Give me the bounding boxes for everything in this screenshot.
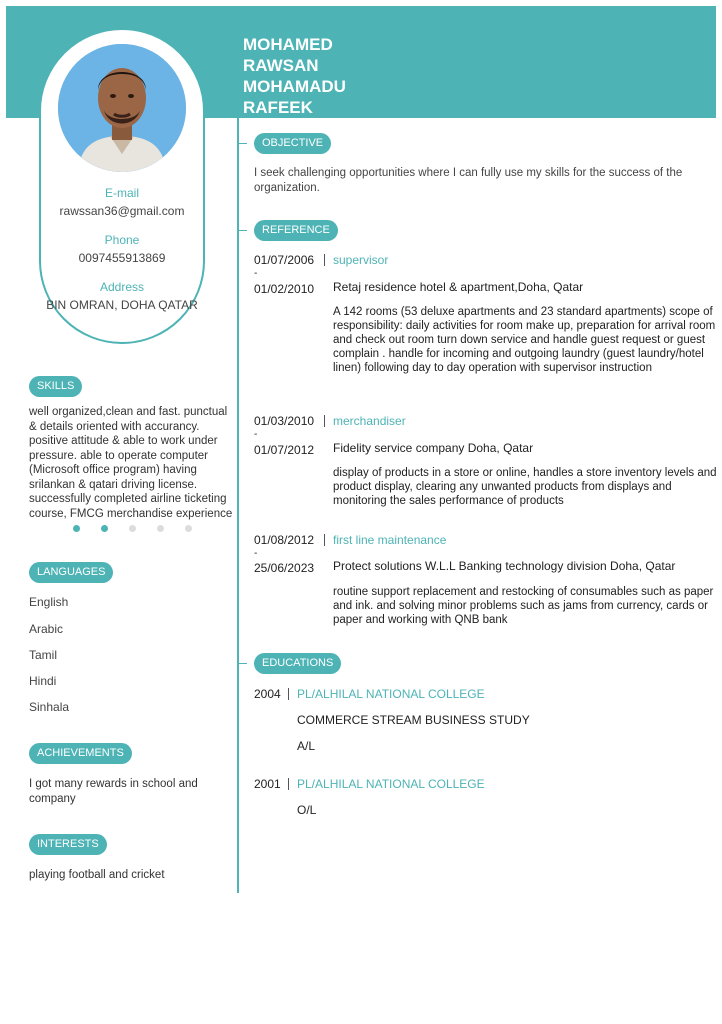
achievements-badge: ACHIEVEMENTS <box>29 743 132 764</box>
reference-badge: REFERENCE <box>254 220 338 241</box>
carousel-dot[interactable] <box>185 525 192 532</box>
carousel-dot[interactable] <box>73 525 80 532</box>
reference-description: display of products in a store or online, handles a store inventory levels and product display, clearing any unwanted products from displays and monitoring the sales performance of products <box>333 467 717 507</box>
reference-end-date: 01/07/2012 <box>254 443 315 457</box>
reference-role: first line maintenance <box>333 533 447 547</box>
profile-photo <box>58 44 186 172</box>
reference-end-date: 01/02/2010 <box>254 282 315 296</box>
education-year: 2004 <box>254 687 281 701</box>
reference-end-date: 25/06/2023 <box>254 561 315 575</box>
objective-text: I seek challenging opportunities where I can fully use my skills for the success of the organization. <box>254 167 683 194</box>
address-value: BIN OMRAN, DOHA QATAR <box>46 298 198 312</box>
name-line: MOHAMED <box>243 35 333 54</box>
reference-role: merchandiser <box>333 414 406 428</box>
reference-description: A 142 rooms (53 deluxe apartments and 23 standard apartments) scope of responsibility: daily activities for room make up, preparation for arrival room and check out room turn down service and handle guest request or guest complain . handle for incoming and outgoing laundry (guest laundry/hotel linen) following day to day operation with supervisor instruction <box>333 306 716 374</box>
timeline-line <box>237 118 239 893</box>
educations-badge: EDUCATIONS <box>254 653 341 674</box>
reference-role: supervisor <box>333 253 389 267</box>
email-value[interactable]: rawssan36@gmail.com <box>59 204 185 218</box>
education-year: 2001 <box>254 777 281 791</box>
education-college: PL/ALHILAL NATIONAL COLLEGE <box>297 777 485 791</box>
language-item: Hindi <box>29 674 57 688</box>
name-line: RAFEEK <box>243 98 313 117</box>
carousel-dot[interactable] <box>101 525 108 532</box>
email-label: E-mail <box>104 186 139 200</box>
phone-label: Phone <box>104 233 140 247</box>
timeline-tick <box>237 230 247 231</box>
language-item: Arabic <box>29 622 64 636</box>
separator <box>324 415 325 427</box>
date-dash: - <box>254 429 258 440</box>
skills-text: well organized,clean and fast. punctual & details oriented with accurancy. positive attitude & able to work under pressure. able to operate computer (Microsoft office program) having srilankan & qatari driving license. successfully completed airline ticketing course, FMCG merchandise experience <box>29 406 233 520</box>
reference-start-date: 01/07/2006 <box>254 253 315 267</box>
reference-start-date: 01/03/2010 <box>254 414 315 428</box>
timeline-tick <box>237 143 247 144</box>
reference-company: Retaj residence hotel & apartment,Doha, Qatar <box>333 280 584 294</box>
achievements-text: I got many rewards in school and company <box>29 778 198 805</box>
language-item: Tamil <box>29 648 58 662</box>
skills-badge: SKILLS <box>29 376 82 397</box>
reference-company: Protect solutions W.L.L Banking technology division Doha, Qatar <box>333 559 676 573</box>
objective-badge: OBJECTIVE <box>254 133 331 154</box>
education-college: PL/ALHILAL NATIONAL COLLEGE <box>297 687 485 701</box>
timeline-tick <box>237 663 247 664</box>
name-line: MOHAMADU <box>243 77 346 96</box>
carousel-dot[interactable] <box>157 525 164 532</box>
languages-badge: LANGUAGES <box>29 562 113 583</box>
carousel-dot[interactable] <box>129 525 136 532</box>
interests-badge: INTERESTS <box>29 834 107 855</box>
separator <box>288 778 289 790</box>
separator <box>324 534 325 546</box>
address-label: Address <box>99 280 145 294</box>
date-dash: - <box>254 268 258 279</box>
education-detail: O/L <box>297 803 317 817</box>
education-detail: A/L <box>297 739 316 753</box>
separator <box>324 254 325 266</box>
reference-company: Fidelity service company Doha, Qatar <box>333 441 534 455</box>
reference-start-date: 01/08/2012 <box>254 533 315 547</box>
interests-text: playing football and cricket <box>29 869 165 881</box>
language-item: Sinhala <box>29 700 70 714</box>
candidate-name <box>243 34 346 118</box>
separator <box>288 688 289 700</box>
date-dash: - <box>254 548 258 559</box>
language-item: English <box>29 595 69 609</box>
phone-value[interactable]: 0097455913869 <box>78 251 166 265</box>
name-line: RAWSAN <box>243 56 319 75</box>
education-detail: COMMERCE STREAM BUSINESS STUDY <box>297 713 530 727</box>
reference-description: routine support replacement and restocking of consumables such as paper and ink. and solving minor problems such as jams from currency, cards or paper and working with QNB bank <box>333 586 714 626</box>
